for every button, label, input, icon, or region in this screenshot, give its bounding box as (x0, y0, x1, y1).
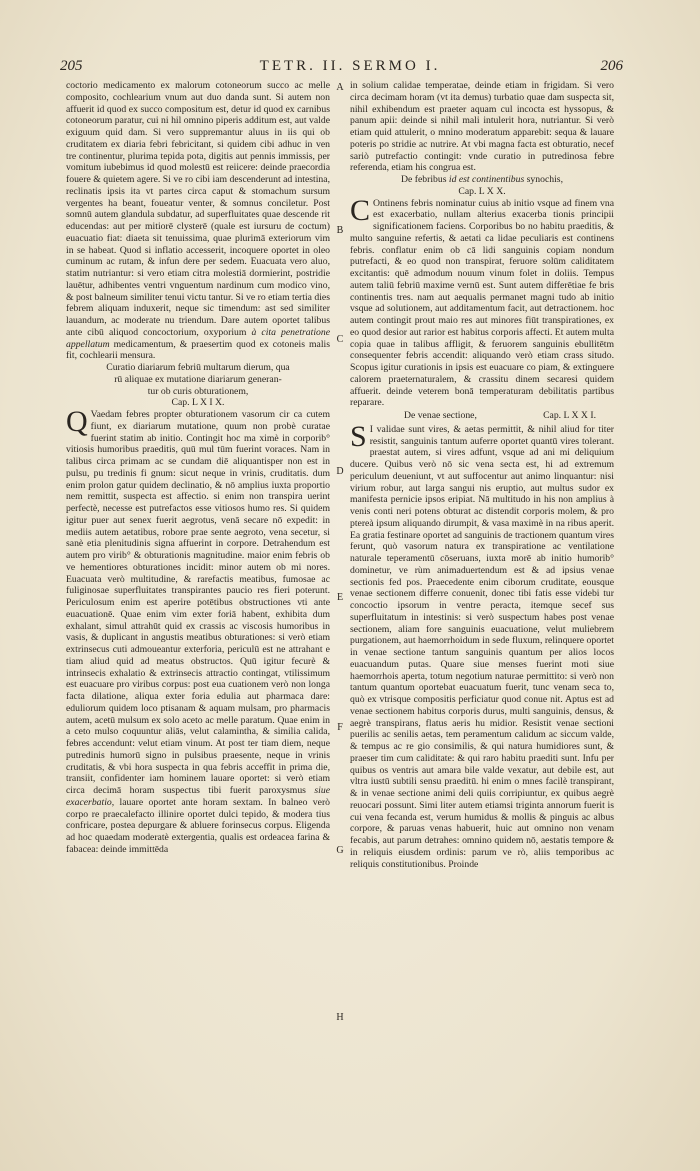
right-section-heading: De febribus id est continentibus synochis, (401, 174, 563, 185)
running-title: TETR. II. SERMO I. (259, 58, 441, 74)
right-column (350, 80, 614, 870)
margin-letter-f: F (337, 722, 343, 733)
section-heading-line3: tur ob curis obturationem, (147, 385, 249, 397)
page-number-right: 206 (600, 58, 623, 74)
section-heading: Curatio diariarum febriū multarum dierum, qua (106, 362, 290, 373)
venesection-title: De venae sectione, (404, 410, 477, 421)
margin-letter-a: A (336, 82, 344, 93)
right-paragraph-3: S I validae sunt vires, & aetas permittit, & nihil aliud for titer resistit, sanguinis tantum auferre oportet quantū vires tolerant. praestat autem, si vires adfunt, vsque ad ani mi deliquium ducere. Quibus verò nō sic vena secta est, hi ad extremum periculum deueniunt, vt aut suffocentur aut animo linquantur: nisi virium robur, aut larga sangui nis eruptio, aut multus sudor ex manifesta pernicie ipsos eripiat. Nā multitudo in his non amplius à venis conti neri potens obturat ac distendit corporis molem, & pro ptereà ipsum aliquando dirumpit, & vasa maximè in na ribus aperit. Ea gratia festinare oportet ad sanguinis de tractionem quantum vires ferunt, quò vasorum natura ex transpiratione ac ventilatione naturale teperamentū cōseruans, iuxta morē ab initio humorib° dominetur, ve rùm animaduertendum est & ad ipsius venae sectionis fed pos. Praecedente enim ciborum cruditate, eousque venae sectionem differre conuenit, donec tibi fatis esse videbi tur concoctio ipsorum in ventre peracta, itemque secef sus superfluitatum in intestinis: si verò suspectum habes post venae sectionem, aliam fore sanguinis euacuatione, velut muliebrem purgationem, aut haemorrhoidum in sede fluxum, relinquere oportet in venae sectione tantum sanguinis quantum per alios locos euacuandum putas. Quare siue menses fuerint moti siue haemorrhois aperta, totum negotium naturae permittito: si verò non tantum quantum oportebat euacuatum fuerit, tunc venam seca to, quò ex vtrisque compositis perficiatur quod conue nit. Aptus est ad venae sectionem habitus corporis durus, multi sanguinis, densus, & aegrè transpirans, flatus aeris hu midior. Resistit venae sectioni puerilis ac senilis aetas, tem peramentum calidum ac siccum valde, & tempus ac re gio consimilis, & qui natura humidiores sunt, & praeser tim cum caliditate: & qui raro habitu praediti sunt. Infu per quibus os ventris aut amara bile valde vexatur, aut debile est, aut vltra iustū subtili sensu praeditū. hi enim o mnes facilè transpirant, & in venae sectione animi deli quiis corripiuntur, ex quibus aegrè reuocari possunt. Simi liter autem etiamsi triginta annorum fuerit is cui vena fecanda est, verum humidus & mollis & pinguis ac albus corpore, & paruas venas habuerit, huic aut omnino non venam fecabis, aut parum detrahes: omnino quidem nō, aestatis tempore & in reliquis eiusdem ordinis: parum ve rò, aliis temporibus ac reliquis constitutionibus. Proinde (350, 419, 614, 870)
left-column (66, 80, 330, 856)
chapter-label-71: Cap. L X X I. (543, 410, 596, 421)
margin-letter-h: H (336, 1012, 344, 1023)
right-paragraph-2: C Ontinens febris nominatur cuius ab initio vsque ad finem vna est exacerbatio, nullam alterius exacerba tionis principii significationem faciens. Corporibus bo no habitu praeditis, & multo sanguine refertis, & aetati ca lidae peculiaris est continens febris. conflatur enim ob cā lidi sanguinis copiam nondum putrefacti, & eo quod non transpirat, feruore solūm caliditatem excitantis: quē admodum nouum vinum folet in doliis. Tempus autem taliū febriū maxime vernū est. Sunt autem differētiae fe bris continentis tres. nam aut aequalis permanet magni tudo ab initio vsque ad solutionem, aut additamentum facit, aut detractionem. hoc autem contingit prout maio res aut minores fiūt transpirationes, ex eo quod desior aut rarior est habitus corporis affecti. Et autem multa copia quae in talibus affligit, & feruorem sanguinis ebullitētm consequenter febris accendit: aliquando verò etiam crass situdo. Scopus igitur curationis in ipsis est euacuare co piam, & extinguere calorem praeternaturalem, & crassitu dinem secaresi quidem affuerit. deinde veterem bonā temperaturam debilitatis partibus reparare. (350, 193, 614, 409)
drop-cap-c: C (350, 193, 371, 227)
margin-letter-c: C (336, 334, 344, 345)
margin-letter-g: G (336, 845, 344, 856)
margin-letter-b: B (336, 225, 344, 236)
chapter-label: Cap. L X I X. (171, 397, 225, 409)
page-number-left: 205 (60, 58, 83, 74)
drop-cap: Q (66, 405, 88, 438)
margin-letter-d: D (336, 466, 344, 477)
left-paragraph-2: Q Vaedam febres propter obturationem vasorum cir ca cutem fiunt, ex diariarum mutatione, quum non probè curatae fuerint statim ab initio. Contingit hoc ma ximè in corporib° vitiosis humoribus praeditis, quū mul tūm fuerint voraces. Nam in talibus circa primam ac se cundam diē aliquantisper non est in pulsu, pu tredinis fi gnum: sicut neque in vrinis, cruditatis. dum enim prolon gatur quidem declinatio, & nō amplius iuxta proportio nem remittit, suspecta est affectio. si enim non transpira uerint perfectè, necesse est putrefactos esse vitiosos humo res. Si quidem igitur puer aut senex fuerit aegrotus, venā secare nō expedit: in mediis autem aetatibus, robore prae sente aegroto, vena secetur, si sanè etia plenitudinis signa affuerint in corpore. Detrahendum est autem pro virib° & obturationis magnitudine. maior enim febris ob ve hementiores obturationes incidit: minor autem ob mi nores. Euacuata verò multitudine, & rarefactis meatibus, fumosae ac fuliginosae superfluitates transpirantes paucio res fieri poterunt. Periculosum enim est aperire potētibus obstructiones vti ante euacuationē. Quae enim vim exter foriā habent, exhibita dum exhalant, simul attrahūt quid ex crassis ac viscosis humoribus in vasis, & duplicant in angustis meatibus obturationes: si verò etiam extrinsecus cuti admoueantur exterforia, periculū est ne attrahant e tiam aliud quid ad meatus obstructos. Quū igitur fecurè & intrinsecis exhalatio & extrinsecis attractio contingat, vtilissimum est euacuare pro viribus corpus: post eua cuationem verò non longa facta dilatione, aliqua exter foria edulia aut pharmaca dare: eduliorum quidem loco ptisanam & aquam mulsam, pro pharmacis autem, acetū mulsum ex solo aceto ac melle paratum. Quae enim in a ceto mulso coquuntur aliās, velut calamintha, & similia calida, febres accendunt: velut etiam vinum. At post ter tiam diem, neque putredinis humorū signo in pulsibus praesente, neque in vrinis cruditatis, & vbi hora suspecta in qua febris acceffit in prima die, transiit, confidenter iam hominem lauare oportet: si verò etiam circa decimā horam suspectus tibi fuerit paroxysmus siue exacerbatio, lauare oportet ante horam sextam. In balneo verò corpo re praecalefacto illinire oportet dulci tepido, & modera tius confricare, postea depurgare & abluere forinsecus corpus. Eligenda ad hoc quaedam moderatè extergentia, qualis est ordeacea farina & fabacea: deinde immittēda (66, 405, 331, 855)
margin-letter-e: E (336, 592, 344, 603)
chapter-label-70: Cap. L X X. (458, 185, 506, 197)
drop-cap-s: S (350, 419, 367, 453)
left-paragraph-1: coctorio medicamento ex malorum cotoneorum succo ac melle composito, cochlearium vnum aut duo danda sunt. Si autem non affuerit id quod ex succo compositum est, detur id quod ex carnibus cotoneorum paratur, cui ni hil omnino piperis additum est, aut valde exiguum quid dam. Si vero suppremantur aluus in iis qui ob cruditatem ex diaria febri febricitant, si quidem cibi adhuc in ven tre continentur, plurima tepida pota, digitis aut pennis immissis, per vomitum iubebimus id quod molestū est reiicere: deinde praecordia fouere & quietem agere. Si ve ro cibi iam descenderunt ad intestina, reclinatis ipsis ita vt partes circa caput & stomachum sursum vergentes ha beant, foueatur venter, & somnus conciletur. Post somnū autem glandula subdatur, ad superfluitates quae descende rit educendas: aut per mitiorē clysterē (quale est iursuru de coctum) euacuatio fiat: diaeta sit tenuissima, quae plurimā exteriorum vim in se habeat. Quod si inflatio accesserit, incoquere oportet in oleo cuminum ac rutam, & infun dere per sedem. Euacuata vero aluo, statim nutriantur: si vero etiam citra molestiā dormierint, postridie lauētur, adhibentes ventri vnguentum nardinum cum modico vino, & post balneum similiter tenui victu tantur. Si ve ro etiam tertia dies febrem aliquam induxerit, neque sic timendum: ast sed similiter lauandum, ac moderate nu triendum. Dare autem oportet talibus ante cibū aliquod concoctorium, oxyporium à cita penetratione appellatum medicamentum, & praesertim quod ex cotoneis malis fit, cochlearii mensura. (66, 80, 330, 362)
section-heading-line2: rū aliquae ex mutatione diariarum generan- (114, 373, 282, 385)
page-header (0, 58, 700, 80)
venesection-heading (350, 410, 614, 422)
right-paragraph-1: in solium calidae temperatae, deinde etiam in frigidam. Si vero circa decimam horam (vt ita demus) turbatio quae dam suspecta sit, nihil exhibendum est praeter aquam cul incocta est hyssopus, & panum apii: deinde si nihil mali intulerit hora, nutriantur. Si verò etiam quid attulerit, o mnino moderatum apparebit: sequa & lauare poteris po stridie ac nutrire. At vbi magna facta est obturatio, necef sariò putrefactio contingit: vnde curatio in putredinosa febre referenda, etiam his congrua est. (350, 80, 614, 174)
